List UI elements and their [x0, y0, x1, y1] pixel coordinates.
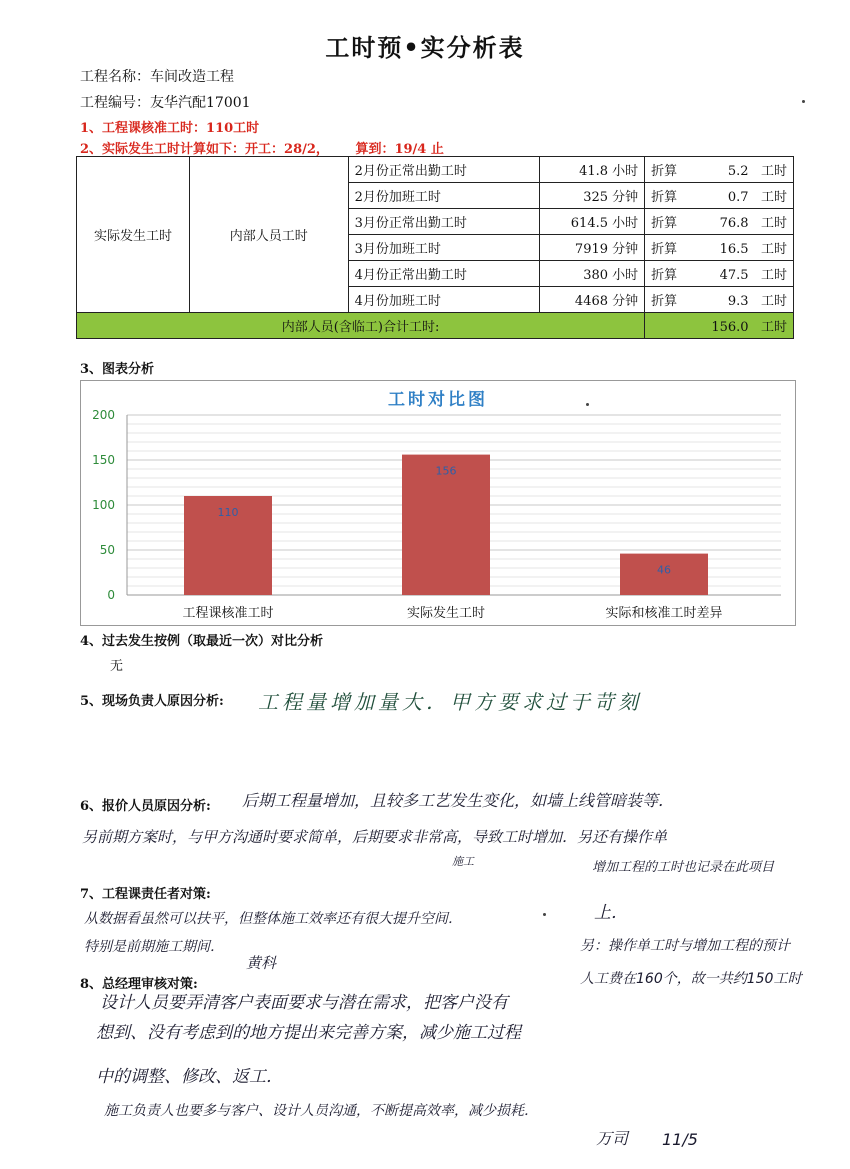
section-5-handwriting: 工程量增加量大．甲方要求过于苛刻: [258, 690, 642, 714]
row-converted: [645, 261, 794, 287]
scan-speck: [543, 913, 546, 916]
section-7-handwriting-1: 从数据看虽然可以扶平，但整体施工效率还有很大提升空间．: [84, 911, 462, 927]
convert-label: 折算: [651, 294, 678, 309]
converted-value: 9.3: [727, 294, 749, 309]
row-value: 41.8 小时: [540, 157, 645, 183]
total-value: 156.0: [711, 320, 749, 335]
work-hours-table: [76, 156, 794, 339]
row-value: 4468 分钟: [540, 287, 645, 313]
y-tick-label: 0: [107, 588, 115, 602]
project-number: 工程编号：友华汽配17001: [80, 95, 251, 111]
row-item: 2月份正常出勤工时: [348, 157, 540, 183]
section-7-signature: 黄科: [246, 954, 277, 972]
actual-hours-end: 算到：19/4 止: [355, 142, 444, 157]
row-value: 325 分钟: [540, 183, 645, 209]
section-7-heading: 7、工程课责任者对策:: [80, 887, 211, 902]
convert-label: 折算: [651, 268, 678, 283]
row-converted: [645, 209, 794, 235]
y-tick-label: 100: [92, 498, 115, 512]
section-8-handwriting-1: 设计人员要弄清客户表面要求与潜在需求，把客户没有: [100, 993, 508, 1013]
converted-value: 5.2: [727, 164, 749, 179]
row-item: 4月份正常出勤工时: [348, 261, 540, 287]
y-tick-label: 150: [92, 453, 115, 467]
x-tick-label: 实际发生工时: [406, 606, 486, 621]
section-6-handwriting-5: 另：操作单工时与增加工程的预计: [580, 938, 790, 954]
section-6-handwriting-3: 增加工程的工时也记录在此项目: [592, 860, 775, 875]
row-item: 3月份加班工时: [348, 235, 540, 261]
converted-value: 0.7: [727, 190, 749, 205]
row-converted: [645, 183, 794, 209]
section-8-heading: 8、总经理审核对策:: [80, 977, 198, 992]
section-5-heading: 5、现场负责人原因分析:: [80, 694, 224, 709]
row-item: 3月份正常出勤工时: [348, 209, 540, 235]
unit-label: 工时: [760, 268, 787, 283]
convert-label: 折算: [651, 216, 678, 231]
converted-value: 76.8: [719, 216, 749, 231]
section-6-handwriting-1: 后期工程量增加，且较多工艺发生变化，如墙上线管暗装等．: [242, 791, 675, 810]
section-6-heading: 6、报价人员原因分析:: [80, 799, 211, 814]
scan-speck: [586, 403, 589, 406]
section-8-date: 11/5: [662, 1130, 698, 1149]
row-item: 4月份加班工时: [348, 287, 540, 313]
internal-staff-header: 内部人员工时: [189, 157, 348, 313]
row-value: 614.5 小时: [540, 209, 645, 235]
scan-speck: [802, 100, 805, 103]
unit-label: 工时: [760, 216, 787, 231]
row-converted: [645, 287, 794, 313]
chart-title: 工时对比图: [388, 390, 488, 410]
section-8-signature: 万司: [596, 1129, 629, 1148]
section-6-handwriting-6: 人工费在160个，故一共约150工时: [580, 971, 802, 987]
converted-value: 16.5: [719, 242, 749, 257]
row-item: 2月份加班工时: [348, 183, 540, 209]
project-name: 工程名称：车间改造工程: [80, 69, 234, 85]
section-3-heading: 3、图表分析: [80, 362, 155, 377]
total-row: [77, 313, 794, 339]
convert-label: 折算: [651, 242, 678, 257]
row-converted: [645, 235, 794, 261]
page-title: 工时预•实分析表: [325, 33, 525, 62]
section-4-heading: 4、过去发生按例（取最近一次）对比分析: [80, 634, 324, 649]
convert-label: 折算: [651, 190, 678, 205]
total-unit: 工时: [760, 320, 787, 335]
y-tick-label: 200: [92, 408, 115, 422]
convert-label: 折算: [651, 164, 678, 179]
bar-data-label: 46: [657, 563, 671, 577]
x-tick-label: 实际和核准工时差异: [605, 606, 723, 621]
unit-label: 工时: [760, 190, 787, 205]
section-4-answer: 无: [110, 659, 124, 674]
row-value: 380 小时: [540, 261, 645, 287]
x-tick-label: 工程课核准工时: [182, 606, 274, 621]
actual-hours-start: 2、实际发生工时计算如下：开工：28/2，: [80, 142, 329, 157]
section-6-handwriting-2: 另前期方案时，与甲方沟通时要求简单，后期要求非常高，导致工时增加．另还有操作单: [82, 828, 668, 846]
section-8-handwriting-4: 施工负责人也要多与客户、设计人员沟通，不断提高效率，减少损耗．: [104, 1103, 538, 1119]
converted-value: 47.5: [719, 268, 749, 283]
unit-label: 工时: [760, 164, 787, 179]
unit-label: 工时: [760, 294, 787, 309]
actual-hours-header: 实际发生工时: [77, 157, 190, 313]
row-value: 7919 分钟: [540, 235, 645, 261]
y-tick-label: 50: [99, 543, 115, 557]
section-7-handwriting-2: 特别是前期施工期间．: [84, 939, 224, 955]
table-row: [77, 157, 794, 183]
approved-hours-line: 1、工程课核准工时：110工时: [80, 121, 260, 136]
bar-data-label: 156: [435, 464, 457, 478]
bar-chart: [81, 381, 795, 625]
chart-container: [80, 380, 796, 626]
actual-hours-line: [80, 138, 444, 157]
row-converted: [645, 157, 794, 183]
section-6-handwriting-4: 上．: [594, 903, 628, 923]
bar-data-label: 110: [217, 506, 239, 519]
section-8-handwriting-3: 中的调整、修改、返工．: [96, 1067, 283, 1087]
total-label: 内部人员(含临工)合计工时:: [77, 313, 645, 339]
section-8-handwriting-2: 想到、没有考虑到的地方提出来完善方案，减少施工过程: [96, 1023, 521, 1043]
total-cell: [645, 313, 794, 339]
section-6-handwriting-note: 施工: [452, 855, 474, 868]
unit-label: 工时: [760, 242, 787, 257]
